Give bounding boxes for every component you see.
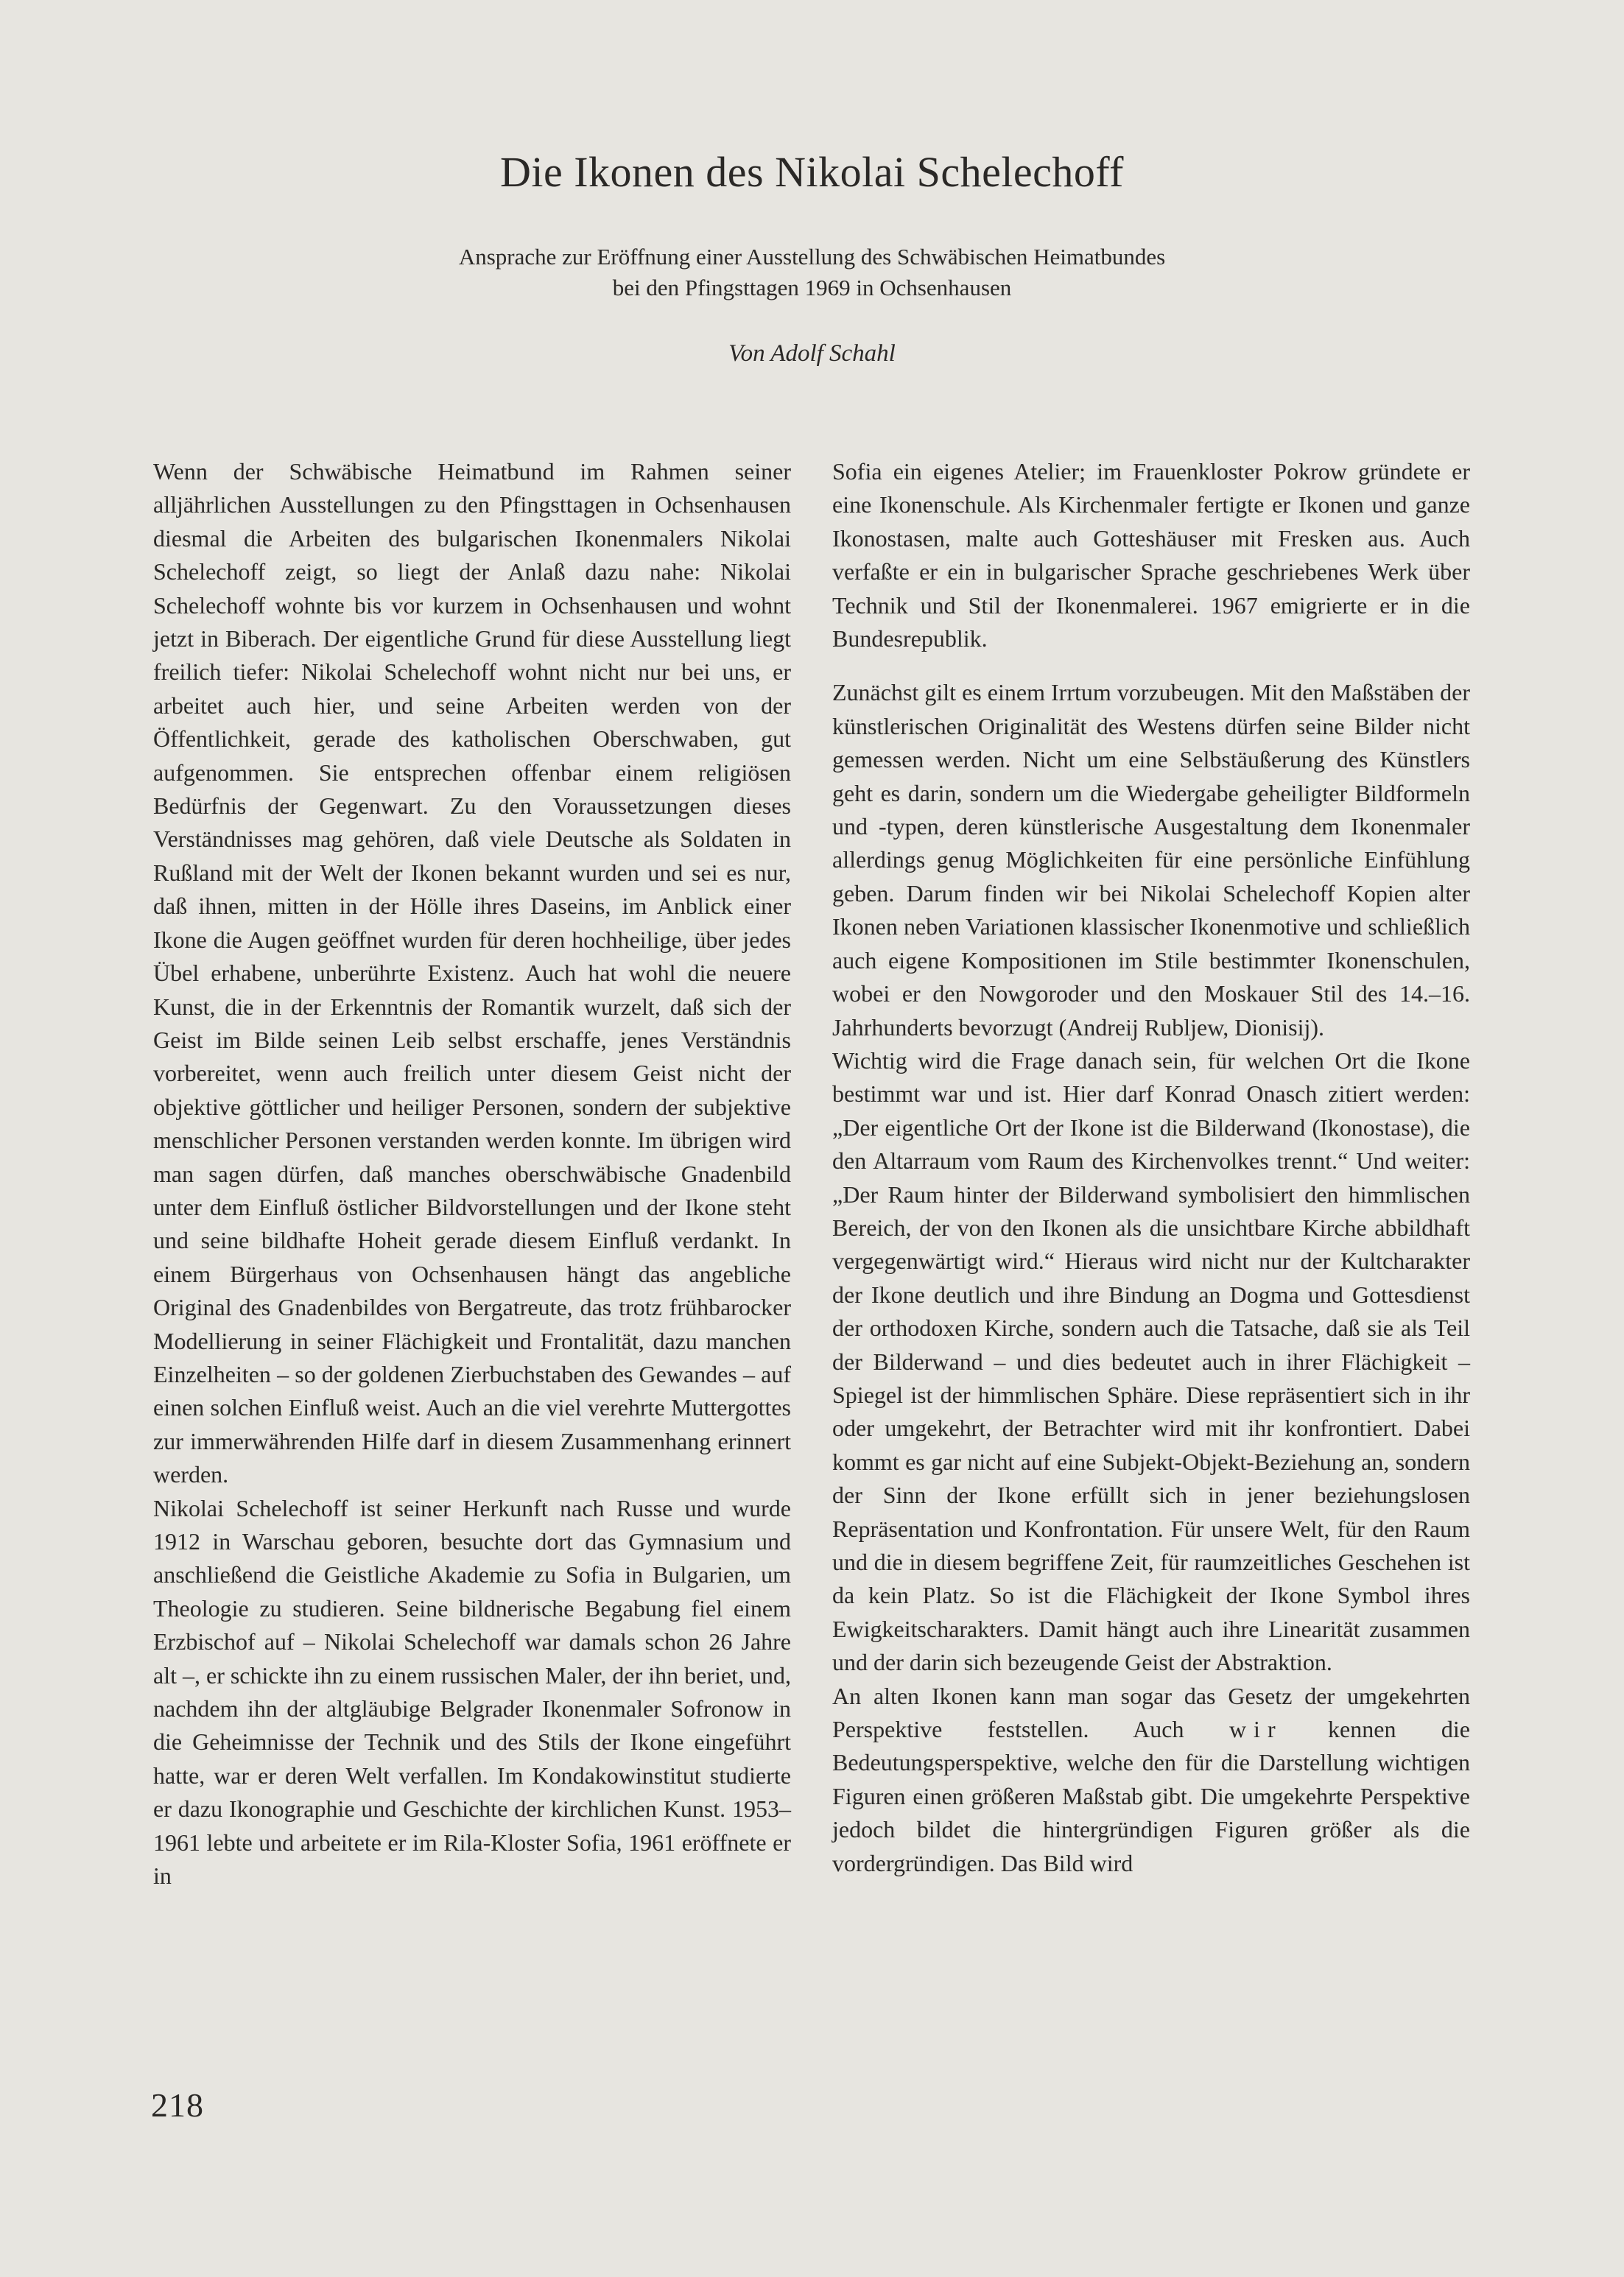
right-column [832,455,1470,1880]
paragraph: Wenn der Schwäbische Heimatbund im Rahmen seiner alljährlichen Ausstellungen zu den Pfingsttagen in Ochsenhausen diesmal die Arbeiten des bulgarischen Ikonenmalers Nikolai Schelechoff zeigt, so liegt der Anlaß dazu nahe: Nikolai Schelechoff wohnte bis vor kurzem in Ochsenhausen und wohnt jetzt in Biberach. Der eigentliche Grund für diese Ausstellung liegt freilich tiefer: Nikolai Schelechoff wohnt nicht nur bei uns, er arbeitet auch hier, und seine Arbeiten werden von der Öffentlichkeit, gerade des katholischen Oberschwaben, gut aufgenommen. Sie entsprechen offenbar einem religiösen Bedürfnis der Gegenwart. Zu den Voraussetzungen dieses Verständnisses mag gehören, daß viele Deutsche als Soldaten in Rußland mit der Welt der Ikonen bekannt wurden und sei es nur, daß ihnen, mitten in der Hölle ihres Daseins, im Anblick einer Ikone die Augen geöffnet wurden für deren hochheilige, über jedes Übel erhabene, unberührte Existenz. Auch hat wohl die neuere Kunst, die in der Erkenntnis der Romantik wurzelt, daß sich der Geist im Bilde seinen Leib selbst erschaffe, jenes Verständnis vorbereitet, wenn auch freilich unter diesem Geist nicht der objektive göttlicher und heiliger Personen, sondern der subjektive menschlicher Personen verstanden werden konnte. Im übrigen wird man sagen dürfen, daß manches oberschwäbische Gnadenbild unter dem Einfluß östlicher Bildvorstellungen und der Ikone steht und seine bildhafte Hoheit gerade diesem Einfluß verdankt. In einem Bürgerhaus von Ochsenhausen hängt das angebliche Original des Gnadenbildes von Bergatreute, das trotz frühbarocker Modellierung in seiner Flächigkeit und Frontalität, dazu manchen Einzelheiten – so der goldenen Zierbuchstaben des Gewandes – auf einen solchen Einfluß weist. Auch an die viel verehrte Muttergottes zur immerwährenden Hilfe darf in diesem Zusammenhang erinnert werden. [153,458,791,1488]
article-subtitle [0,242,1624,303]
article-title: Die Ikonen des Nikolai Schelechoff [499,148,1124,196]
paragraph-text: kennen die Bedeutungsperspektive, welche den für die Darstellung wichtigen Figuren einen größeren Maßstab gibt. Die umgekehrte Perspektive jedoch bildet die hintergründigen Figuren größer als die vordergründigen. Das Bild wird [832,1716,1470,1876]
subtitle-line-2: bei den Pfingsttagen 1969 in Ochsenhausen [612,275,1012,300]
subtitle-line-1: Ansprache zur Eröffnung einer Ausstellung des Schwäbischen Heimatbundes [458,244,1166,270]
paragraph [832,1680,1470,1880]
paragraph-text: An alten Ikonen kann man sogar das Gesetz der umgekehrten Perspektive feststellen. Auch [832,1682,1470,1743]
emphasized-word: wir [1228,1716,1283,1743]
left-column [153,455,791,1893]
article-author: Von Adolf Schahl [728,340,896,367]
paragraph: Wichtig wird die Frage danach sein, für welchen Ort die Ikone bestimmt war und ist. Hier darf Konrad Onasch zitiert werden: „Der eigentliche Ort der Ikone ist die Bilderwand (Ikonostase), die den Altarraum vom Raum des Kirchenvolkes trennt.“ Und weiter: „Der Raum hinter der Bilderwand symbolisiert den himmlischen Bereich, der von den Ikonen als die unsichtbare Kirche abbildhaft vergegenwärtigt wird.“ Hieraus wird nicht nur der Kultcharakter der Ikone deutlich und ihre Bindung an Dogma und Gottesdienst der orthodoxen Kirche, sondern auch die Tatsache, daß sie als Teil der Bilderwand – und dies bedeutet auch in ihrer Flächigkeit – Spiegel ist der himmlischen Sphäre. Diese repräsentiert sich in ihr oder umgekehrt, der Betrachter wird mit ihr konfrontiert. Dabei kommt es gar nicht auf eine Subjekt-Objekt-Beziehung an, sondern der Sinn der Ikone erfüllt sich in jener beziehungslosen Repräsentation und Konfrontation. Für unsere Welt, für den Raum und die in diesem begriffene Zeit, für raumzeitliches Geschehen ist da kein Platz. So ist die Flächigkeit der Ikone Symbol ihres Ewigkeitscharakters. Damit hängt auch ihre Linearität zusammen und der darin sich bezeugende Geist der Abstraktion. [832,1046,1470,1676]
paragraph: Zunächst gilt es einem Irrtum vorzubeugen. Mit den Maßstäben der künstlerischen Originalität des Westens dürfen seine Bilder nicht gemessen werden. Nicht um eine Selbstäußerung des Künstlers geht es darin, sondern um die Wiedergabe geheiligter Bildformeln und -typen, deren künstlerische Ausgestaltung dem Ikonenmaler allerdings genug Möglichkeiten für eine persönliche Einfühlung geben. Darum finden wir bei Nikolai Schelechoff Kopien alter Ikonen neben Variationen klassischer Ikonenmotive und schließlich auch eigene Kompositionen im Stile bestimmter Ikonenschulen, wobei er den Nowgoroder und den Moskauer Stil des 14.–16. Jahrhunderts bevorzugt (Andreij Rubljew, Dionisij). [832,679,1470,1041]
paragraph: Nikolai Schelechoff ist seiner Herkunft nach Russe und wurde 1912 in Warschau geboren, besuchte dort das Gymnasium und anschließend die Geistliche Akademie zu Sofia in Bulgarien, um Theologie zu studieren. Seine bildnerische Begabung fiel einem Erzbischof auf – Nikolai Schelechoff war damals schon 26 Jahre alt –, er schickte ihn zu einem russischen Maler, der ihn beriet, und, nachdem ihn der altgläubige Belgrader Ikonenmaler Sofronow in die Geheimnisse der Technik und des Stils der Ikone eingeführt hatte, war er deren Welt verfallen. Im Kondakowinstitut studierte er dazu Ikonographie und Geschichte der kirchlichen Kunst. 1953–1961 lebte und arbeitete er im Rila-Kloster Sofia, 1961 eröffnete er in [153,1494,791,1890]
page-number: 218 [151,2086,204,2124]
paragraph: Sofia ein eigenes Atelier; im Frauenkloster Pokrow gründete er eine Ikonenschule. Als Kirchenmaler fertigte er Ikonen und ganze Ikonostasen, malte auch Gotteshäuser mit Fresken aus. Auch verfaßte er ein in bulgarischer Sprache geschriebenes Werk über Technik und Stil der Ikonenmalerei. 1967 emigrierte er in die Bundesrepublik. [832,458,1470,652]
